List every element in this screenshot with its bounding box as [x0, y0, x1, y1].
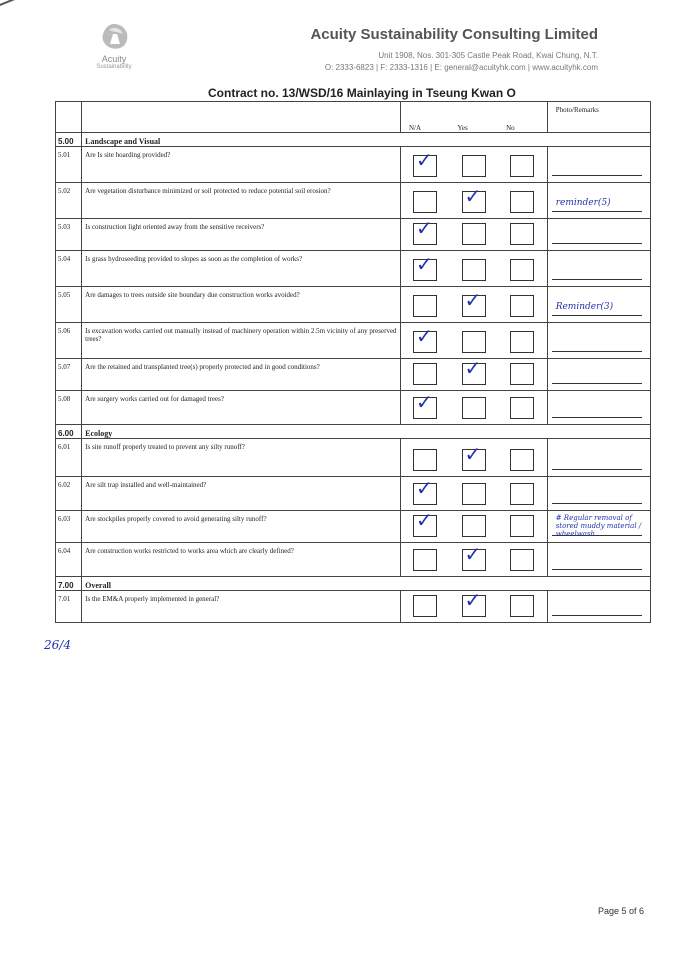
checkbox-no[interactable] — [510, 191, 534, 213]
checkbox-na[interactable] — [413, 191, 437, 213]
checklist-row — [56, 591, 651, 623]
remarks-line — [552, 403, 642, 418]
company-logo — [84, 22, 144, 70]
answer-cell-yes — [450, 588, 499, 623]
answer-cell-yes — [450, 356, 499, 391]
question-text: Are damages to trees outside site boundary due construction works avoided? — [82, 287, 401, 323]
page-number: Page 5 of 6 — [597, 906, 644, 916]
checkbox-yes[interactable] — [462, 397, 486, 419]
answer-cell-no — [498, 183, 547, 219]
answer-cell-yes — [450, 391, 499, 425]
check-mark: ✓ — [415, 148, 433, 172]
answer-cell-yes — [450, 543, 499, 577]
remarks-cell — [547, 323, 650, 359]
checkbox-yes[interactable] — [462, 356, 486, 385]
remarks-line — [552, 455, 642, 470]
remarks-line — [552, 555, 642, 570]
remarks-cell — [547, 591, 650, 623]
checkbox-no[interactable] — [510, 397, 534, 419]
answer-cell-no — [498, 287, 547, 323]
question-text: Are Is site hoarding provided? — [82, 147, 401, 183]
checklist-row — [56, 287, 651, 323]
check-mark: ✓ — [464, 442, 482, 466]
header-question-cell — [82, 102, 401, 133]
checkbox-no[interactable] — [510, 259, 534, 281]
checkbox-no[interactable] — [510, 295, 534, 317]
check-mark: ✓ — [415, 252, 433, 276]
question-text: Are construction works restricted to works area which are clearly defined? — [82, 543, 401, 577]
row-number: 7.01 — [56, 591, 82, 623]
checkbox-na[interactable] — [413, 295, 437, 317]
checklist-row — [56, 477, 651, 511]
row-number: 6.03 — [56, 511, 82, 543]
answer-cell-no — [498, 359, 547, 391]
remarks-cell — [547, 147, 650, 183]
section-title: Ecology — [82, 425, 651, 439]
answer-cell-na — [400, 391, 449, 425]
row-number: 5.00 — [56, 133, 82, 147]
company-contact: O: 2333-6823 | F: 2333-1316 | E: general@acuityhk.com | www.acuityhk.com — [324, 63, 598, 72]
remarks-line — [552, 601, 642, 616]
remarks-cell — [547, 219, 650, 251]
checkbox-yes[interactable] — [462, 515, 486, 537]
checklist-row — [56, 391, 651, 425]
remarks-cell — [547, 287, 650, 323]
company-address: Unit 1908, Nos. 301-305 Castle Peak Road, Kwai Chung, N.T. — [378, 51, 598, 60]
row-number: 6.00 — [56, 425, 82, 439]
answer-cell-na — [400, 508, 449, 543]
logo-subtitle: Sustainability — [96, 64, 132, 70]
section-title: Overall — [82, 577, 651, 591]
question-text: Is excavation works carried out manually instead of machinery operation within 2.5m vicinity of any preserved trees? — [82, 323, 401, 359]
checkbox-na[interactable] — [413, 449, 437, 471]
section-row — [56, 425, 651, 439]
answer-cell-na — [400, 323, 449, 359]
logo-name: Acuity — [101, 54, 127, 64]
row-number: 7.00 — [56, 577, 82, 591]
answer-cell-yes — [450, 439, 499, 477]
logo-icon — [97, 22, 131, 52]
table-header-row — [56, 102, 651, 133]
answer-cell-na — [400, 359, 449, 391]
answer-cell-no — [498, 251, 547, 287]
answer-cell-yes — [450, 287, 499, 323]
answer-cell-no — [498, 219, 547, 251]
check-mark: ✓ — [464, 356, 482, 380]
company-header — [310, 26, 598, 72]
remarks-cell — [547, 391, 650, 425]
checklist-row — [56, 147, 651, 183]
checkbox-yes[interactable] — [462, 542, 486, 571]
checkbox-no[interactable] — [510, 549, 534, 571]
company-name: Acuity Sustainability Consulting Limited — [310, 26, 598, 43]
question-text: Are surgery works carried out for damaged trees? — [82, 391, 401, 425]
handwritten-remark: Reminder(3) — [555, 302, 614, 312]
check-mark: ✓ — [415, 324, 433, 348]
col-remarks-header: Photo/Remarks — [547, 102, 650, 133]
check-mark: ✓ — [464, 542, 482, 566]
check-mark: ✓ — [464, 288, 482, 312]
row-number: 6.04 — [56, 543, 82, 577]
checklist-row — [56, 543, 651, 577]
checkbox-yes[interactable] — [462, 155, 486, 177]
checkbox-yes[interactable] — [462, 259, 486, 281]
answer-cell-na — [400, 216, 449, 251]
checkbox-na[interactable] — [413, 595, 437, 617]
col-yes-header: Yes — [450, 102, 499, 133]
checkbox-no[interactable] — [510, 515, 534, 537]
checklist-row — [56, 323, 651, 359]
row-number: 5.08 — [56, 391, 82, 425]
answer-cell-yes — [450, 511, 499, 543]
check-mark: ✓ — [415, 216, 433, 240]
answer-cell-yes — [450, 251, 499, 287]
answer-cell-no — [498, 147, 547, 183]
remarks-line — [552, 489, 642, 504]
row-number: 5.07 — [56, 359, 82, 391]
answer-cell-na — [400, 183, 449, 219]
check-mark: ✓ — [415, 476, 433, 500]
col-na-header: N/A — [400, 102, 449, 133]
question-text: Are vegetation disturbance minimized or soil protected to reduce potential soil erosion? — [82, 183, 401, 219]
checkbox-no[interactable] — [510, 363, 534, 385]
answer-cell-no — [498, 591, 547, 623]
answer-cell-no — [498, 477, 547, 511]
answer-cell-na — [400, 591, 449, 623]
checklist-row — [56, 219, 651, 251]
question-text: Are silt trap installed and well-maintained? — [82, 477, 401, 511]
answer-cell-no — [498, 543, 547, 577]
checkbox-yes[interactable] — [462, 483, 486, 505]
remarks-cell — [547, 477, 650, 511]
row-number: 5.05 — [56, 287, 82, 323]
answer-cell-no — [498, 439, 547, 477]
handwritten-date: 26/4 — [44, 638, 71, 652]
section-row — [56, 133, 651, 147]
checklist-row — [56, 511, 651, 543]
handwritten-remark: reminder(5) — [555, 198, 611, 208]
checkbox-na[interactable] — [413, 324, 437, 353]
remarks-line — [552, 229, 642, 244]
checkbox-yes[interactable] — [462, 288, 486, 317]
checkbox-no[interactable] — [510, 331, 534, 353]
question-text: Are stockpiles properly covered to avoid generating silty runoff? — [82, 511, 401, 543]
remarks-cell — [547, 359, 650, 391]
answer-cell-no — [498, 511, 547, 543]
check-mark: ✓ — [464, 184, 482, 208]
checkbox-na[interactable] — [413, 390, 437, 419]
checkbox-no[interactable] — [510, 595, 534, 617]
check-mark: ✓ — [415, 390, 433, 414]
contract-title: Contract no. 13/WSD/16 Mainlaying in Tseung Kwan O — [208, 86, 516, 100]
section-title: Landscape and Visual — [82, 133, 651, 147]
checkbox-no[interactable] — [510, 449, 534, 471]
row-number: 5.01 — [56, 147, 82, 183]
check-mark: ✓ — [464, 588, 482, 612]
answer-cell-na — [400, 439, 449, 477]
row-number: 5.04 — [56, 251, 82, 287]
answer-cell-yes — [450, 147, 499, 183]
checkbox-na[interactable] — [413, 363, 437, 385]
row-number: 5.06 — [56, 323, 82, 359]
checkbox-yes[interactable] — [462, 223, 486, 245]
section-row — [56, 577, 651, 591]
col-no-header: No — [498, 102, 547, 133]
row-number: 6.02 — [56, 477, 82, 511]
remarks-line — [552, 265, 642, 280]
checklist-row — [56, 251, 651, 287]
question-text: Is the EM&A properly implemented in general? — [82, 591, 401, 623]
answer-cell-na — [400, 543, 449, 577]
answer-cell-na — [400, 147, 449, 183]
checkbox-na[interactable] — [413, 549, 437, 571]
answer-cell-yes — [450, 219, 499, 251]
remarks-cell — [547, 439, 650, 477]
row-number: 5.03 — [56, 219, 82, 251]
row-number: 6.01 — [56, 439, 82, 477]
checkbox-no[interactable] — [510, 223, 534, 245]
checkbox-yes[interactable] — [462, 331, 486, 353]
checkbox-na[interactable] — [413, 476, 437, 505]
checklist-table — [55, 101, 651, 623]
checklist-row — [56, 183, 651, 219]
answer-cell-yes — [450, 183, 499, 219]
checkbox-na[interactable] — [413, 508, 437, 537]
remarks-cell — [547, 183, 650, 219]
checkbox-yes[interactable] — [462, 442, 486, 471]
row-number: 5.02 — [56, 183, 82, 219]
checkbox-na[interactable] — [413, 252, 437, 281]
remarks-line — [552, 369, 642, 384]
answer-cell-yes — [450, 323, 499, 359]
remarks-cell — [547, 543, 650, 577]
checkbox-no[interactable] — [510, 483, 534, 505]
checkbox-no[interactable] — [510, 155, 534, 177]
answer-cell-na — [400, 251, 449, 287]
checklist-row — [56, 439, 651, 477]
answer-cell-na — [400, 287, 449, 323]
answer-cell-no — [498, 391, 547, 425]
question-text: Is grass hydroseeding provided to slopes as soon as the completion of works? — [82, 251, 401, 287]
check-mark: ✓ — [415, 508, 433, 532]
checkbox-yes[interactable] — [462, 588, 486, 617]
remarks-line — [552, 337, 642, 352]
answer-cell-yes — [450, 477, 499, 511]
question-text: Is construction light oriented away from the sensitive receivers? — [82, 219, 401, 251]
header-num-cell — [56, 102, 82, 133]
remarks-line — [552, 161, 642, 176]
remarks-cell — [547, 511, 650, 543]
answer-cell-na — [400, 477, 449, 511]
scan-edge-line — [0, 0, 92, 10]
remarks-cell — [547, 251, 650, 287]
checkbox-yes[interactable] — [462, 184, 486, 213]
checkbox-na[interactable] — [413, 148, 437, 177]
checkbox-na[interactable] — [413, 216, 437, 245]
question-text: Is site runoff properly treated to prevent any silty runoff? — [82, 439, 401, 477]
answer-cell-no — [498, 323, 547, 359]
handwritten-remark: # Regular removal of stored muddy material / wheelwash — [555, 514, 642, 538]
question-text: Are the retained and transplanted tree(s) properly protected and in good conditions? — [82, 359, 401, 391]
checklist-row — [56, 359, 651, 391]
